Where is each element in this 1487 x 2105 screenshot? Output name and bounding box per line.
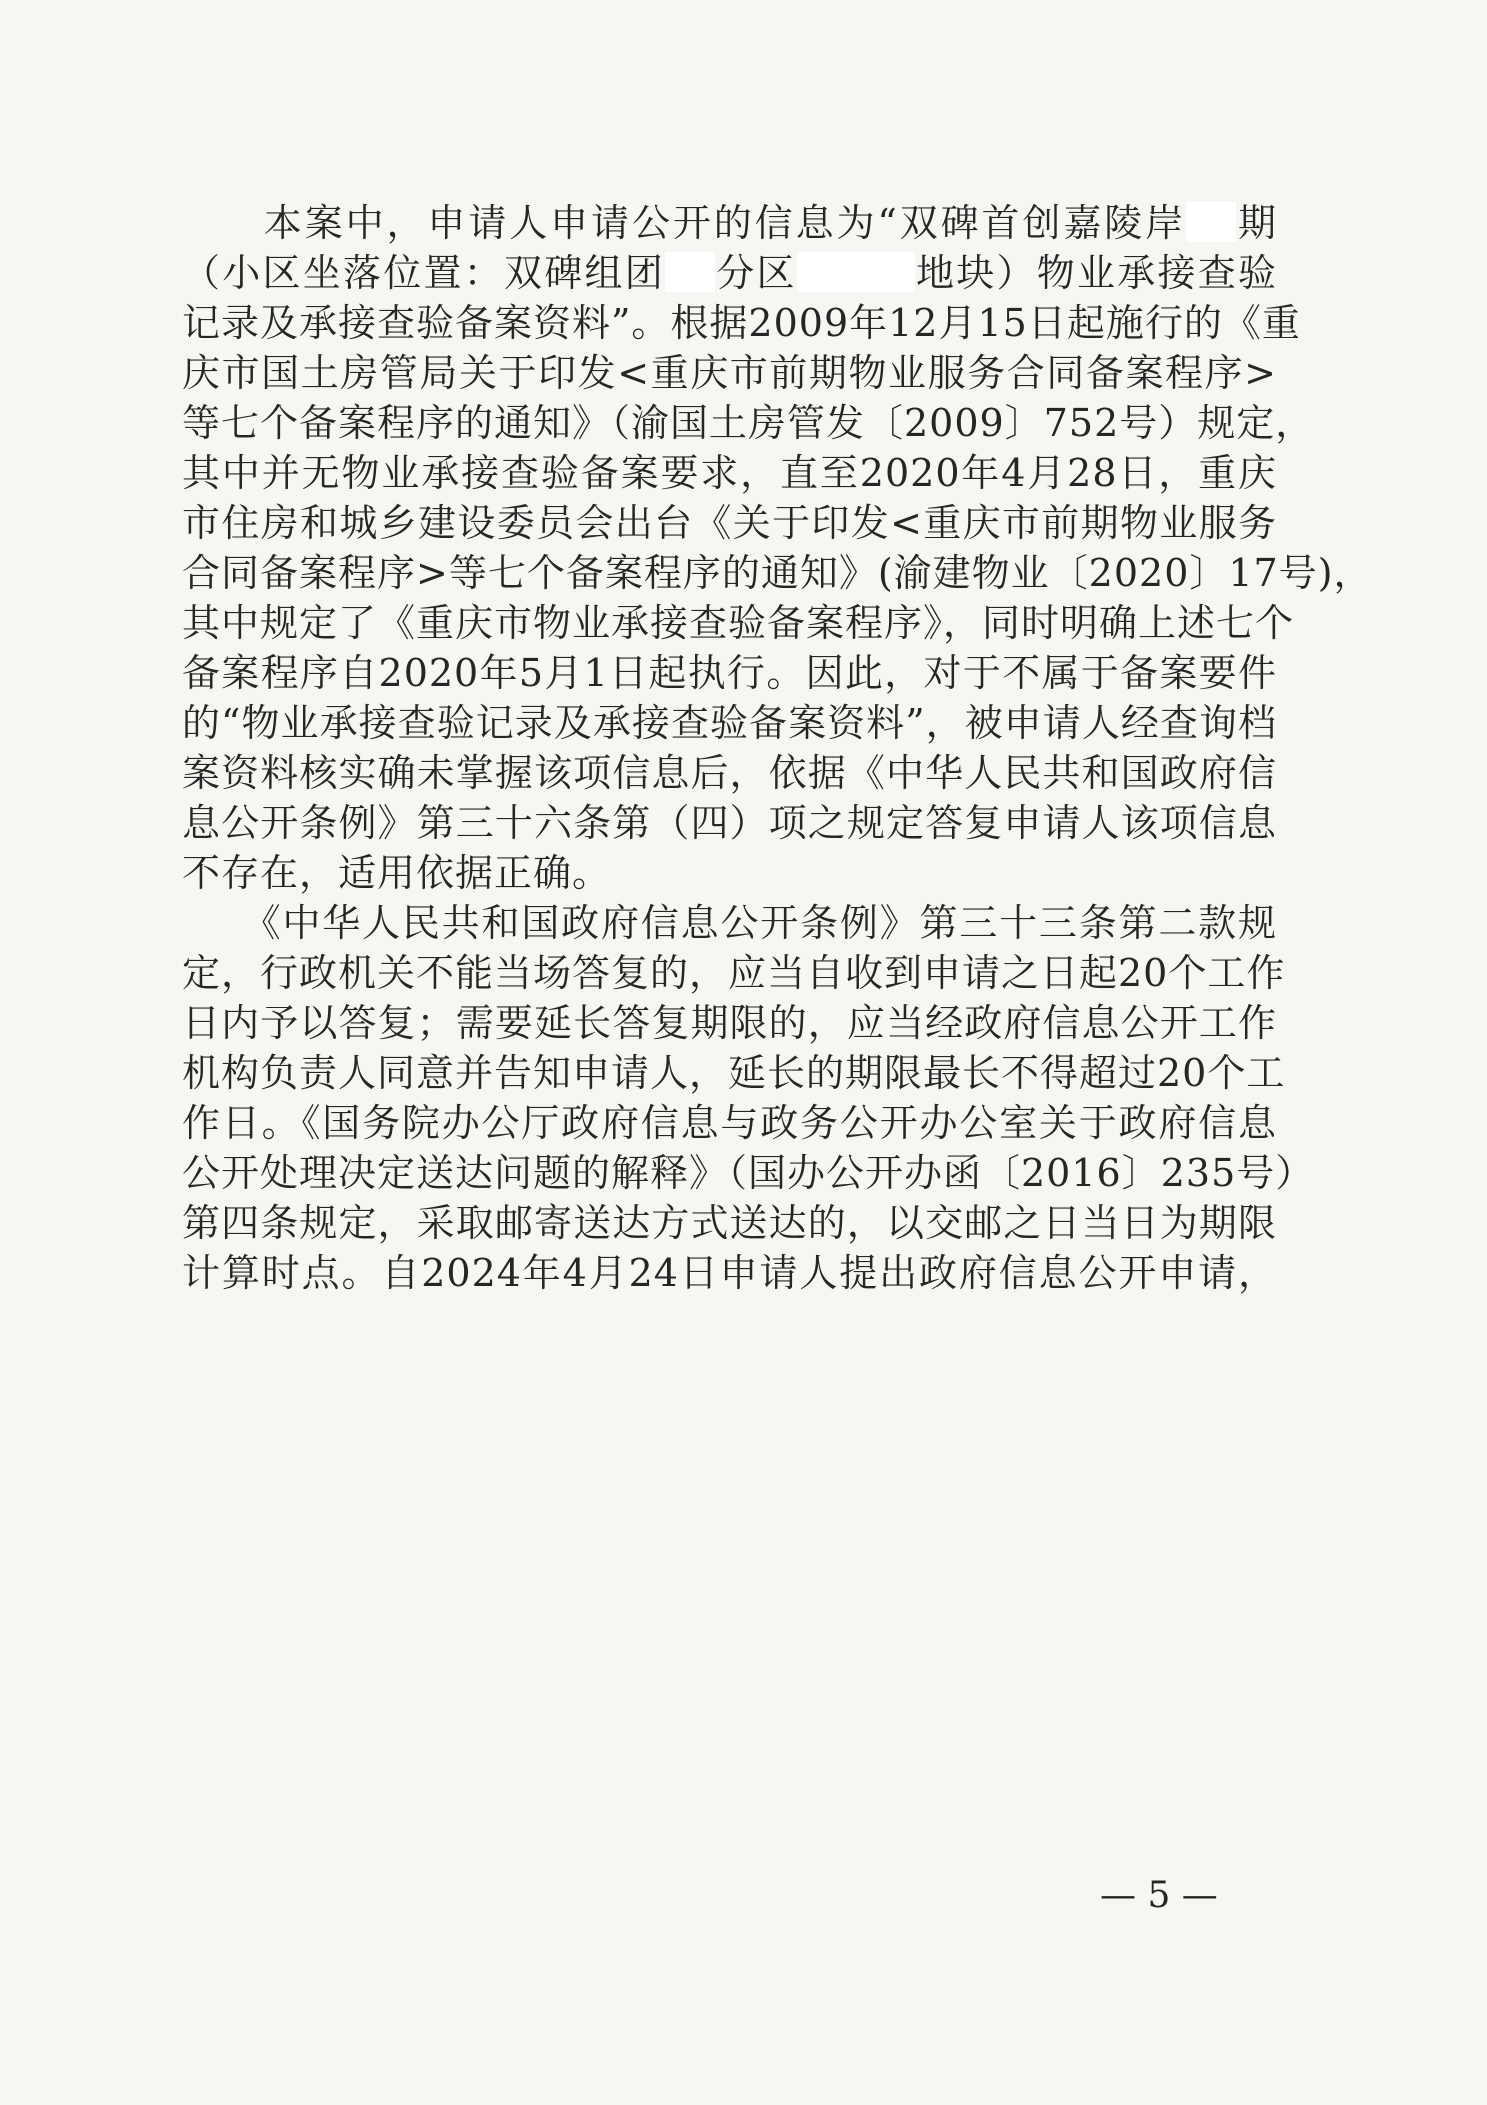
text-line-22: 计算时点。自2024年4月24日申请人提出政府信息公开申请， (182, 1251, 1277, 1295)
redaction-box (1186, 202, 1236, 242)
text-line-16: 定，行政机关不能当场答复的，应当自收到申请之日起20个工作 (182, 951, 1286, 995)
redaction-box (797, 252, 915, 292)
text-line-6: 其中并无物业承接查验备案要求，直至2020年4月28日，重庆 (182, 451, 1277, 495)
text-line-12: 案资料核实确未掌握该项信息后，依据《中华人民共和国政府信 (182, 751, 1277, 795)
text-line-1: 本案中，申请人申请公开的信息为“双碑首创嘉陵岸 期 (182, 201, 1277, 245)
text-line-10: 备案程序自2020年5月1日起执行。因此，对于不属于备案要件 (182, 651, 1277, 695)
text-line-18: 机构负责人同意并告知申请人，延长的期限最长不得超过20个工 (182, 1051, 1286, 1095)
text-line-15: 《中华人民共和国政府信息公开条例》第三十三条第二款规 (182, 901, 1277, 945)
text-line-19: 作日。《国务院办公厅政府信息与政务公开办公室关于政府信息 (182, 1101, 1277, 1145)
text-line-7: 市住房和城乡建设委员会出台《关于印发<重庆市前期物业服务 (182, 501, 1277, 545)
text-line-14: 不存在，适用依据正确。 (182, 851, 612, 895)
text-line-4: 庆市国土房管局关于印发<重庆市前期物业服务合同备案程序> (182, 351, 1277, 395)
text-line-11: 的“物业承接查验记录及承接查验备案资料”，被申请人经查询档 (182, 701, 1277, 745)
text-line-2: （小区坐落位置：双碑组团 分区 地块）物业承接查验 (182, 251, 1277, 295)
text-line-13: 息公开条例》第三十六条第（四）项之规定答复申请人该项信息 (182, 801, 1277, 845)
text-line-20: 公开处理决定送达问题的解释》（国办公开办函〔2016〕235号） (182, 1151, 1315, 1195)
text-line-8: 合同备案程序>等七个备案程序的通知》(渝建物业〔2020〕17号)， (182, 551, 1373, 595)
redaction-box (665, 252, 715, 292)
text-line-3: 记录及承接查验备案资料”。根据2009年12月15日起施行的《重 (182, 301, 1301, 345)
text-line-5: 等七个备案程序的通知》（渝国土房管发〔2009〕752号）规定， (182, 401, 1315, 445)
text-line-9: 其中规定了《重庆市物业承接查验备案程序》，同时明确上述七个 (182, 601, 1295, 645)
text-line-17: 日内予以答复；需要延长答复期限的，应当经政府信息公开工作 (182, 1001, 1277, 1045)
text-line-21: 第四条规定，采取邮寄送达方式送达的，以交邮之日当日为期限 (182, 1201, 1277, 1245)
page-number: — 5 — (1100, 1875, 1218, 1916)
